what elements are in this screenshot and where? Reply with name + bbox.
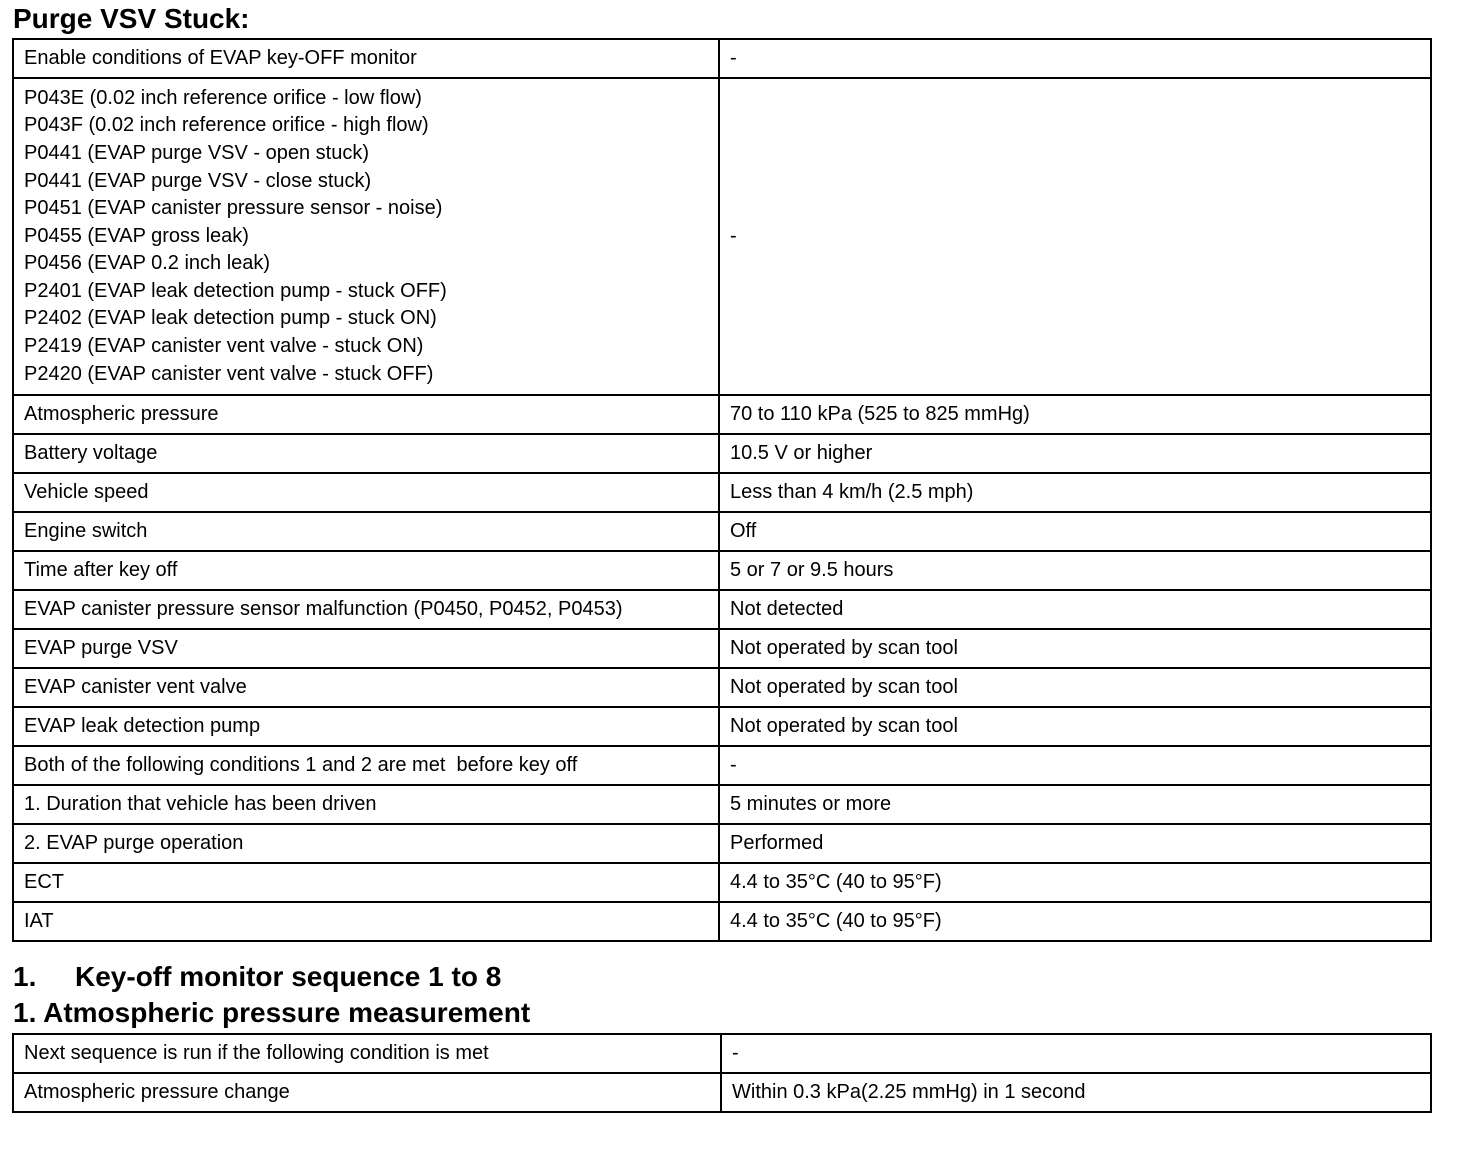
condition-label: IAT [13,902,719,941]
condition-value: Not detected [719,590,1431,629]
condition-label: Both of the following conditions 1 and 2 are met before key off [13,746,719,785]
condition-label: Enable conditions of EVAP key-OFF monitor [13,39,719,78]
dtc-item: P043F (0.02 inch reference orifice - high flow) [24,114,429,137]
condition-value: Less than 4 km/h (2.5 mph) [719,473,1431,512]
condition-value: Not operated by scan tool [719,629,1431,668]
section-number: 1. [13,961,37,992]
enable-conditions-table [12,38,1432,942]
condition-value: - [721,1034,1431,1073]
condition-label: ECT [13,863,719,902]
table-row [13,746,1431,785]
table-row [13,629,1431,668]
condition-label: EVAP canister pressure sensor malfunction (P0450, P0452, P0453) [13,590,719,629]
condition-label: Atmospheric pressure [13,395,719,434]
page-title: Purge VSV Stuck: [13,3,250,34]
condition-value: Off [719,512,1431,551]
condition-value: 10.5 V or higher [719,434,1431,473]
table-row [13,39,1431,78]
condition-value: - [719,746,1431,785]
dtc-item: P2419 (EVAP canister vent valve - stuck ON) [24,335,424,358]
condition-value: 5 or 7 or 9.5 hours [719,551,1431,590]
condition-label: EVAP purge VSV [13,629,719,668]
table-row [13,707,1431,746]
condition-label: Time after key off [13,551,719,590]
dtc-item: P2420 (EVAP canister vent valve - stuck OFF) [24,362,434,385]
dtc-item: P0455 (EVAP gross leak) [24,224,249,247]
subsection-heading: 1. Atmospheric pressure measurement [13,997,531,1028]
condition-value: Performed [719,824,1431,863]
dtc-item: P0456 (EVAP 0.2 inch leak) [24,252,271,275]
condition-label: EVAP leak detection pump [13,707,719,746]
condition-value: 4.4 to 35°C (40 to 95°F) [719,863,1431,902]
dtc-item: P2401 (EVAP leak detection pump - stuck OFF) [24,279,447,302]
dtc-item: P0451 (EVAP canister pressure sensor - noise) [24,197,443,220]
table-row [13,824,1431,863]
dtc-list [13,78,719,395]
table-row [13,473,1431,512]
condition-value: Within 0.3 kPa(2.25 mmHg) in 1 second [721,1073,1431,1112]
table-row [13,1073,1431,1112]
table-row [13,863,1431,902]
table-row [13,1034,1431,1073]
dtc-item: P0441 (EVAP purge VSV - close stuck) [24,169,372,192]
table-row [13,590,1431,629]
condition-value: Not operated by scan tool [719,707,1431,746]
sequence-conditions-table [12,1033,1432,1113]
condition-label: 2. EVAP purge operation [13,824,719,863]
table-row [13,785,1431,824]
condition-value: 70 to 110 kPa (525 to 825 mmHg) [719,395,1431,434]
condition-label: Next sequence is run if the following condition is met [13,1034,721,1073]
condition-value: 5 minutes or more [719,785,1431,824]
condition-label: Engine switch [13,512,719,551]
table-row [13,551,1431,590]
table-row [13,434,1431,473]
dtc-item: P0441 (EVAP purge VSV - open stuck) [24,141,370,164]
condition-value: - [719,39,1431,78]
section-heading [13,960,501,994]
table-row [13,78,1431,395]
condition-value: 4.4 to 35°C (40 to 95°F) [719,902,1431,941]
condition-label: Vehicle speed [13,473,719,512]
condition-label: EVAP canister vent valve [13,668,719,707]
dtc-item: P043E (0.02 inch reference orifice - low flow) [24,86,422,109]
table-row [13,395,1431,434]
condition-label: Atmospheric pressure change [13,1073,721,1112]
condition-value: - [719,78,1431,395]
table-row [13,668,1431,707]
table-row [13,902,1431,941]
dtc-item: P2402 (EVAP leak detection pump - stuck ON) [24,307,437,330]
condition-label: 1. Duration that vehicle has been driven [13,785,719,824]
table-row [13,512,1431,551]
condition-value: Not operated by scan tool [719,668,1431,707]
condition-label: Battery voltage [13,434,719,473]
section-heading-text: Key-off monitor sequence 1 to 8 [75,961,502,992]
